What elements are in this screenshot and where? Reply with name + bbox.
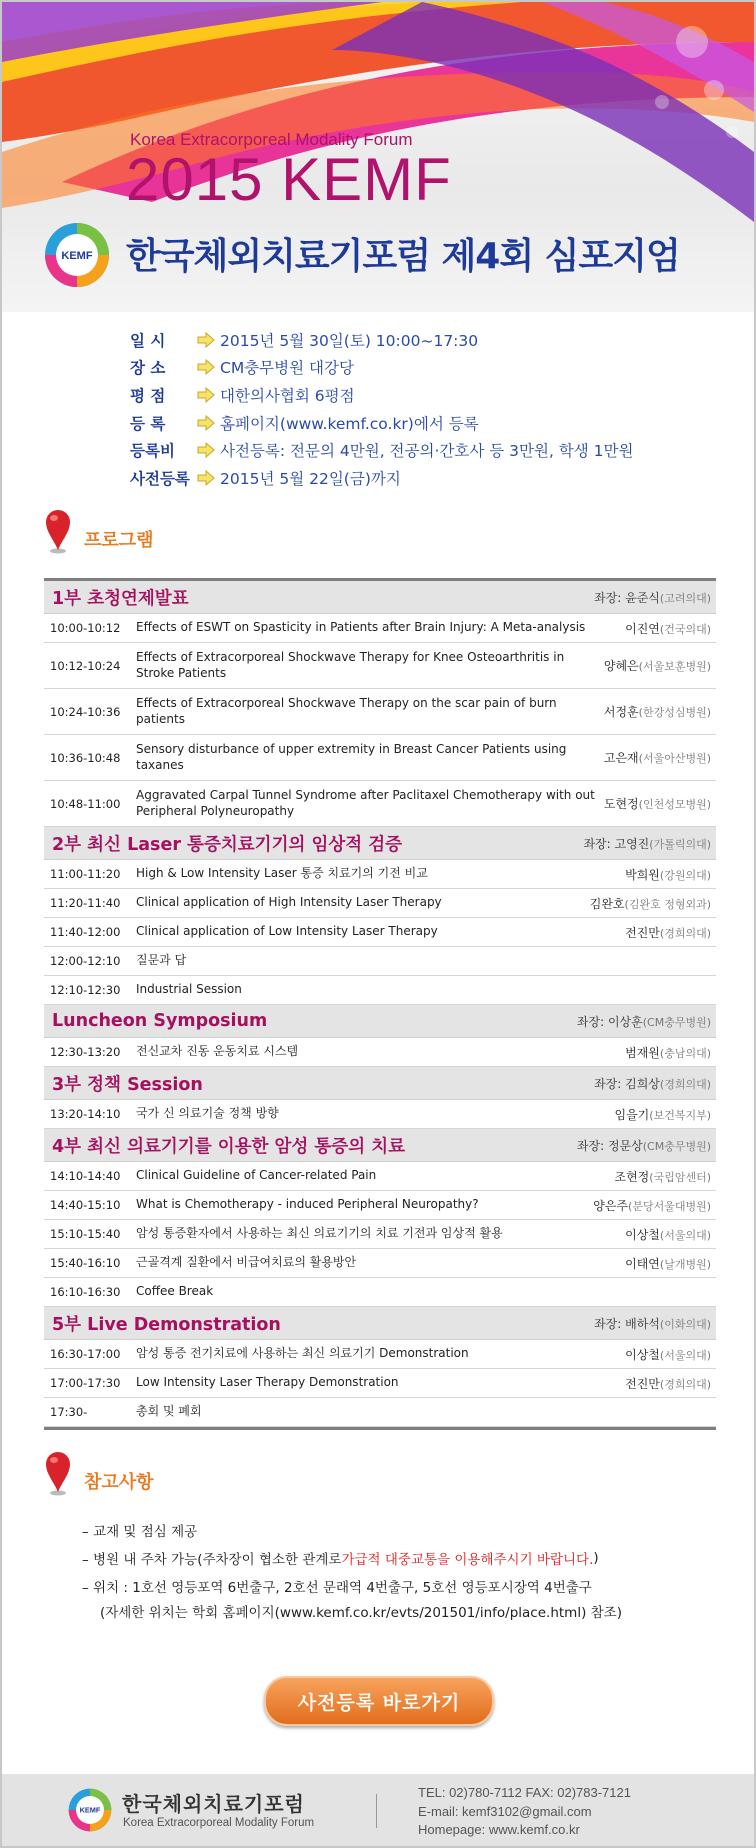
table-row: [44, 889, 716, 918]
speaker-affiliation: (경희의대): [659, 1377, 711, 1391]
info-label: 등 록: [130, 414, 166, 433]
chair-label: 좌장:: [576, 1014, 608, 1029]
session-topic: 질문과 답: [136, 953, 187, 968]
chair-affiliation: (고려의대): [659, 591, 711, 605]
session-time: 10:36-10:48: [50, 750, 121, 765]
part-chair: [577, 1013, 711, 1030]
chair-label: 좌장:: [594, 590, 626, 605]
event-info: [130, 326, 634, 492]
session-speaker: [615, 1106, 717, 1123]
part-title: 2부 최신 Laser 통증치료기기의 임상적 검증: [52, 834, 403, 855]
session-speaker: [604, 795, 716, 812]
table-row: [44, 1398, 716, 1427]
program-part-header: [44, 827, 716, 860]
info-value: CM충무병원 대강당: [220, 359, 354, 378]
speaker-name: 이진연: [625, 621, 660, 636]
session-speaker: [625, 924, 716, 941]
session-topic: High & Low Intensity Laser 통증 치료기의 기전 비교: [136, 866, 428, 881]
footer-contact: [418, 1784, 631, 1840]
info-row-venue: [130, 354, 634, 382]
kemf-logo-icon: [44, 222, 110, 288]
chair-affiliation: (CM충무병원): [642, 1015, 711, 1029]
chair-name: 김희상: [625, 1076, 660, 1091]
session-topic: Effects of ESWT on Spasticity in Patients after Brain Injury: A Meta-analysis: [136, 620, 586, 635]
arrow-right-icon: [194, 468, 216, 488]
session-speaker: [625, 1044, 716, 1061]
session-time: 17:30-: [50, 1405, 88, 1419]
table-row: [44, 1191, 716, 1220]
session-time: 12:00-12:10: [50, 954, 121, 968]
speaker-affiliation: (한강성심병원): [638, 706, 711, 719]
session-topic: Aggravated Carpal Tunnel Syndrome after Paclitaxel Chemotherapy with out Peripheral Polyneuropathy: [136, 787, 595, 818]
session-speaker: [625, 620, 716, 637]
info-label: 일 시: [130, 331, 166, 350]
session-topic: 국가 신 의료기술 정책 방향: [136, 1106, 279, 1121]
session-speaker: [615, 1168, 717, 1185]
note-highlight: 가급적 대중교통을 이용해주시기 바랍니다.: [341, 1552, 594, 1568]
program-part-header: [44, 1005, 716, 1038]
speaker-name: 고은재: [603, 751, 639, 765]
chair-name: 정문상: [607, 1138, 643, 1153]
session-time: 10:48-11:00: [50, 796, 121, 811]
speaker-affiliation: (김완호 정형외과): [624, 897, 711, 911]
speaker-name: 조현정: [614, 1169, 650, 1184]
footer-logo-text: KEMF: [79, 1805, 101, 1815]
chair-affiliation: (가톨릭의대): [649, 837, 711, 851]
chair-name: 이상훈: [607, 1014, 643, 1029]
info-row-preregistration: [130, 464, 634, 492]
speaker-name: 이상철: [625, 1347, 660, 1362]
part-title: 3부 정책 Session: [52, 1074, 203, 1095]
session-topic: Coffee Break: [136, 1284, 214, 1299]
table-row: [44, 918, 716, 947]
speaker-name: 이태연: [625, 1256, 660, 1271]
session-speaker: [625, 1226, 716, 1243]
chair-name: 윤준식: [625, 590, 660, 605]
speaker-affiliation: (국립암센터): [649, 1170, 711, 1184]
footer-email: E-mail: kemf3102@gmail.com: [418, 1803, 592, 1819]
part-title: 4부 최신 의료기기를 이용한 암성 통증의 치료: [52, 1136, 406, 1157]
footer-divider: [376, 1794, 377, 1828]
session-time: 13:20-14:10: [50, 1107, 121, 1121]
map-pin-icon: [44, 1450, 72, 1496]
note-text: – 위치 : 1호선 영등포역 6번출구, 2호선 문래역 4번출구, 5호선 영등포시장역 4번출구: [82, 1580, 592, 1596]
logo-text: KEMF: [61, 250, 93, 262]
map-pin-icon: [44, 508, 72, 554]
speaker-name: 임을기: [614, 1107, 650, 1122]
session-time: 16:30-17:00: [50, 1347, 121, 1361]
footer: [2, 1774, 754, 1846]
session-time: 15:40-16:10: [50, 1256, 121, 1270]
note-item: [82, 1544, 622, 1572]
session-speaker: [604, 749, 716, 766]
speaker-name: 서정훈: [603, 705, 639, 719]
speaker-affiliation: (강원의대): [659, 868, 711, 882]
table-row: [44, 976, 716, 1005]
info-value: 2015년 5월 22일(금)까지: [220, 469, 401, 488]
arrow-right-icon: [194, 413, 216, 433]
session-topic: 암성 통증환자에서 사용하는 최신 의료기기의 치료 기전과 임상적 활용: [136, 1226, 503, 1241]
session-time: 16:10-16:30: [50, 1285, 121, 1299]
session-time: 11:00-11:20: [50, 867, 121, 881]
symposium-title: 한국체외치료기포럼 제4회 심포지엄: [126, 236, 680, 277]
part-title: 1부 초청연제발표: [52, 588, 189, 609]
table-row: [44, 947, 716, 976]
session-time: 11:40-12:00: [50, 925, 121, 939]
session-time: 15:10-15:40: [50, 1227, 121, 1241]
speaker-affiliation: (경희의대): [659, 926, 711, 940]
notes-title: 참고사항: [84, 1472, 154, 1493]
info-value: 대한의사협회 6평점: [220, 386, 355, 405]
speaker-name: 김완호: [589, 896, 625, 911]
footer-tel: TEL: 02)780-7112 FAX: 02)783-7121: [418, 1785, 631, 1800]
speaker-name: 도현정: [603, 797, 639, 811]
speaker-affiliation: (날개병원): [659, 1257, 711, 1271]
session-time: 10:24-10:36: [50, 704, 121, 719]
chair-affiliation: (CM충무병원): [642, 1139, 711, 1153]
arrow-right-icon: [194, 385, 216, 405]
program-part-header: [44, 1067, 716, 1100]
hero-header: [2, 2, 754, 312]
chair-affiliation: (경희의대): [659, 1077, 711, 1091]
table-row: [44, 614, 716, 643]
speaker-name: 범재원: [625, 1045, 660, 1060]
part-chair: [594, 589, 711, 606]
session-topic: Effects of Extracorporeal Shockwave Therapy on the scar pain of burn patients: [136, 695, 557, 726]
arrow-right-icon: [194, 357, 216, 377]
session-topic: 전신교차 진동 운동치료 시스템: [136, 1044, 299, 1059]
session-time: 12:30-13:20: [50, 1045, 121, 1059]
session-time: 10:00-10:12: [50, 621, 121, 635]
table-row: [44, 1340, 716, 1369]
session-speaker: [604, 657, 716, 674]
program-title: 프로그램: [84, 530, 154, 551]
speaker-affiliation: (분당서울대병원): [628, 1199, 711, 1213]
session-topic: 암성 통증 전기치료에 사용하는 최신 의료기기 Demonstration: [136, 1346, 469, 1361]
forum-english-name: Korea Extracorporeal Modality Forum: [130, 130, 413, 149]
info-label: 등록비: [130, 442, 175, 461]
chair-label: 좌장:: [576, 1138, 608, 1153]
table-row: [44, 643, 716, 689]
speaker-name: 박희원: [625, 867, 660, 882]
note-item: [82, 1572, 622, 1600]
session-time: 17:00-17:30: [50, 1376, 121, 1390]
session-topic: Industrial Session: [136, 982, 242, 997]
arrow-right-icon: [194, 440, 216, 460]
info-value: 2015년 5월 30일(토) 10:00~17:30: [220, 331, 479, 350]
chair-affiliation: (이화의대): [659, 1317, 711, 1331]
speaker-name: 양혜은: [603, 659, 639, 673]
note-item-continued: [100, 1600, 622, 1622]
table-row: [44, 1220, 716, 1249]
arrow-right-icon: [194, 330, 216, 350]
info-value: 홈페이지(www.kemf.co.kr)에서 등록: [220, 414, 479, 433]
table-row: [44, 1162, 716, 1191]
program-heading: [44, 508, 154, 554]
chair-name: 고영진: [614, 836, 650, 851]
session-time: 10:12-10:24: [50, 658, 121, 673]
table-row: [44, 1100, 716, 1129]
info-label: 평 점: [130, 386, 166, 405]
session-topic: 총회 및 폐회: [136, 1404, 202, 1419]
info-row-fee: [130, 436, 634, 464]
session-time: 14:40-15:10: [50, 1198, 121, 1212]
notes-heading: [44, 1450, 154, 1496]
session-speaker: [590, 895, 716, 912]
speaker-name: 양은주: [593, 1198, 629, 1213]
note-text: – 교재 및 점심 제공: [82, 1524, 198, 1540]
chair-label: 좌장:: [594, 1316, 626, 1331]
program-part-header: [44, 1307, 716, 1340]
note-text: (자세한 위치는 학회 홈페이지(www.kemf.co.kr/evts/201501/info/place.html) 참조): [100, 1605, 622, 1621]
session-speaker: [604, 703, 716, 720]
table-row: [44, 1038, 716, 1067]
speaker-affiliation: (서울의대): [659, 1348, 711, 1362]
info-row-date: [130, 326, 634, 354]
part-chair: [594, 1075, 711, 1092]
session-topic: What is Chemotherapy - induced Peripheral Neuropathy?: [136, 1197, 479, 1212]
session-speaker: [593, 1197, 716, 1214]
table-row: [44, 735, 716, 781]
info-row-registration: [130, 409, 634, 437]
speaker-name: 전진만: [625, 1376, 660, 1391]
part-chair: [577, 1137, 711, 1154]
note-item: [82, 1516, 622, 1544]
chair-label: 좌장:: [594, 1076, 626, 1091]
footer-org-name: 한국체외치료기포럼: [122, 1792, 305, 1816]
note-text: – 병원 내 주차 가능(주차장이 협소한 관계로: [82, 1552, 342, 1568]
session-topic: Effects of Extracorporeal Shockwave Therapy for Knee Osteoarthritis in Stroke Patients: [136, 649, 565, 680]
speaker-affiliation: (서울아산병원): [638, 752, 711, 765]
program-table: [44, 578, 716, 1430]
chair-name: 배하석: [625, 1316, 660, 1331]
session-time: 11:20-11:40: [50, 896, 121, 910]
program-part-header: [44, 581, 716, 614]
event-title: 2015 KEMF: [126, 146, 452, 213]
session-topic: 근골격계 질환에서 비급여치료의 활용방안: [136, 1255, 357, 1270]
session-topic: Clinical application of Low Intensity Laser Therapy: [136, 924, 438, 939]
part-chair: [583, 835, 711, 852]
info-label: 사전등록: [130, 469, 190, 488]
preregistration-button[interactable]: 사전등록 바로가기: [264, 1676, 494, 1726]
table-row: [44, 1369, 716, 1398]
speaker-affiliation: (보건복지부): [649, 1108, 711, 1122]
session-topic: Clinical Guideline of Cancer-related Pain: [136, 1168, 377, 1183]
part-chair: [594, 1315, 711, 1332]
speaker-name: 전진만: [625, 925, 660, 940]
session-speaker: [625, 866, 716, 883]
table-row: [44, 860, 716, 889]
session-speaker: [625, 1375, 716, 1392]
table-row: [44, 689, 716, 735]
table-row: [44, 781, 716, 827]
speaker-affiliation: (서울보훈병원): [638, 660, 711, 673]
part-title: 5부 Live Demonstration: [52, 1314, 281, 1335]
session-speaker: [625, 1255, 716, 1272]
speaker-affiliation: (서울의대): [659, 1228, 711, 1242]
table-row: [44, 1278, 716, 1307]
chair-label: 좌장:: [583, 836, 615, 851]
note-text: ): [593, 1550, 599, 1566]
session-time: 14:10-14:40: [50, 1169, 121, 1183]
footer-homepage: Homepage: www.kemf.co.kr: [418, 1822, 580, 1837]
notes-list: [82, 1516, 622, 1622]
speaker-affiliation: (건국의대): [659, 622, 711, 636]
session-topic: Sensory disturbance of upper extremity in Breast Cancer Patients using taxanes: [136, 741, 567, 772]
info-row-credit: [130, 381, 634, 409]
table-row: [44, 1249, 716, 1278]
kemf-logo-icon: [68, 1788, 112, 1832]
part-title: Luncheon Symposium: [52, 1011, 268, 1031]
speaker-name: 이상철: [625, 1227, 660, 1242]
speaker-affiliation: (인천성모병원): [638, 798, 711, 811]
program-part-header: [44, 1129, 716, 1162]
info-label: 장 소: [130, 359, 166, 378]
footer-org-name-en: Korea Extracorporeal Modality Forum: [123, 1817, 315, 1829]
session-topic: Low Intensity Laser Therapy Demonstration: [136, 1375, 399, 1390]
session-topic: Clinical application of High Intensity Laser Therapy: [136, 895, 442, 910]
session-speaker: [625, 1346, 716, 1363]
info-value: 사전등록: 전문의 4만원, 전공의·간호사 등 3만원, 학생 1만원: [220, 442, 634, 461]
speaker-affiliation: (충남의대): [659, 1046, 711, 1060]
session-time: 12:10-12:30: [50, 983, 121, 997]
